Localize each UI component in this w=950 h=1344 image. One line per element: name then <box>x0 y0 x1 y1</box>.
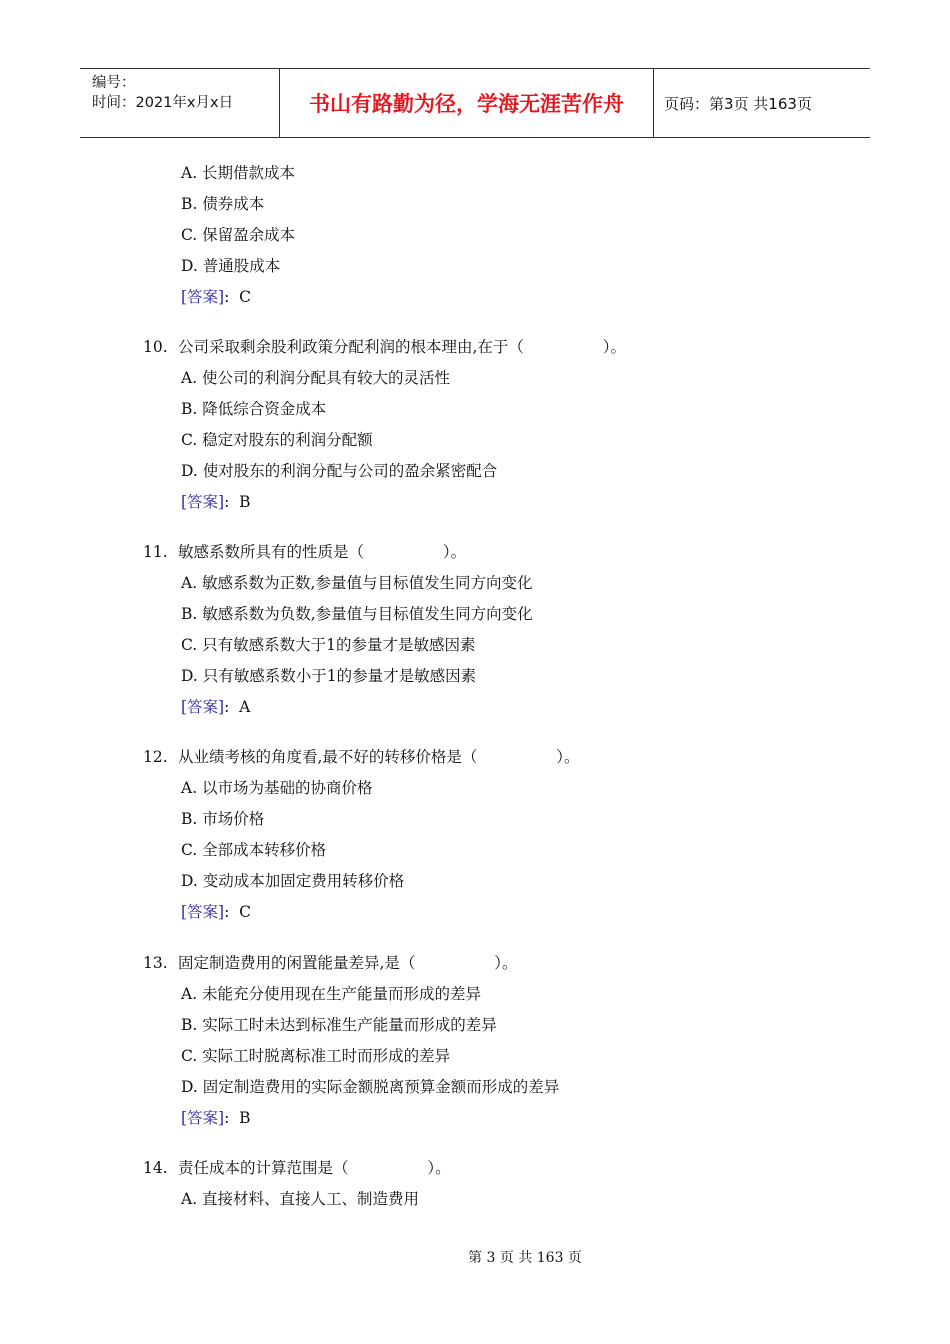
option-line: C. 只有敏感系数大于1的参量才是敏感因素 <box>181 636 476 654</box>
question-number: 11. <box>143 543 168 561</box>
option-line: D. 变动成本加固定费用转移价格 <box>181 872 405 890</box>
option-line: D. 使对股东的利润分配与公司的盈余紧密配合 <box>181 462 498 480</box>
answer-tag: [答案] <box>181 698 225 716</box>
question-text: 从业绩考核的角度看,最不好的转移价格是（ ）。 <box>178 748 580 766</box>
answer-line <box>181 1106 251 1128</box>
option-line: C. 稳定对股东的利润分配额 <box>181 431 373 449</box>
answer-tag: [答案] <box>181 1109 225 1127</box>
option-line: B. 市场价格 <box>181 810 265 828</box>
answer-line <box>181 490 251 512</box>
option-line: D. 普通股成本 <box>181 257 281 275</box>
question-line <box>143 540 466 562</box>
question-number: 10. <box>143 338 168 356</box>
option-line: C. 保留盈余成本 <box>181 226 296 244</box>
question-number: 13. <box>143 954 168 972</box>
question-text: 固定制造费用的闲置能量差异,是（ ）。 <box>178 954 518 972</box>
page-header <box>80 68 870 138</box>
header-motto: 书山有路勤为径，学海无涯苦作舟 <box>280 69 654 137</box>
answer-value: : B <box>224 1109 251 1127</box>
page-footer: 第 3 页 共 163 页 <box>468 1250 582 1266</box>
question-line <box>143 745 580 767</box>
option-line: B. 债券成本 <box>181 195 265 213</box>
option-line: B. 降低综合资金成本 <box>181 400 327 418</box>
question-text: 公司采取剩余股利政策分配利润的根本理由,在于（ ）。 <box>178 338 627 356</box>
number-label: 编号： <box>92 75 136 91</box>
option-line: A. 直接材料、直接人工、制造费用 <box>181 1190 420 1208</box>
option-line: B. 实际工时未达到标准生产能量而形成的差异 <box>181 1016 497 1034</box>
option-line: B. 敏感系数为负数,参量值与目标值发生同方向变化 <box>181 605 533 623</box>
time-label: 时间：2021年x月x日 <box>92 95 234 111</box>
question-line <box>143 335 626 357</box>
answer-value: : A <box>224 698 251 716</box>
header-page-info: 页码：第3页 共163页 <box>664 94 812 113</box>
answer-value: : C <box>224 288 252 306</box>
answer-tag: [答案] <box>181 493 225 511</box>
option-line: A. 使公司的利润分配具有较大的灵活性 <box>181 369 451 387</box>
option-line: A. 以市场为基础的协商价格 <box>181 779 373 797</box>
option-line: D. 只有敏感系数小于1的参量才是敏感因素 <box>181 667 477 685</box>
answer-line <box>181 285 251 307</box>
option-line: A. 敏感系数为正数,参量值与目标值发生同方向变化 <box>181 574 533 592</box>
answer-line <box>181 900 251 922</box>
question-line <box>143 951 518 973</box>
question-text: 敏感系数所具有的性质是（ ）。 <box>178 543 467 561</box>
question-number: 12. <box>143 748 168 766</box>
answer-tag: [答案] <box>181 903 225 921</box>
question-line <box>143 1156 451 1178</box>
answer-value: : B <box>224 493 251 511</box>
question-text: 责任成本的计算范围是（ ）。 <box>178 1159 451 1177</box>
option-line: C. 实际工时脱离标准工时而形成的差异 <box>181 1047 451 1065</box>
question-number: 14. <box>143 1159 168 1177</box>
answer-tag: [答案] <box>181 288 225 306</box>
answer-value: : C <box>224 903 252 921</box>
answer-line <box>181 695 250 717</box>
option-line: C. 全部成本转移价格 <box>181 841 327 859</box>
option-line: D. 固定制造费用的实际金额脱离预算金额而形成的差异 <box>181 1078 560 1096</box>
header-meta <box>80 69 280 137</box>
option-line: A. 长期借款成本 <box>181 164 296 182</box>
option-line: A. 未能充分使用现在生产能量而形成的差异 <box>181 985 482 1003</box>
